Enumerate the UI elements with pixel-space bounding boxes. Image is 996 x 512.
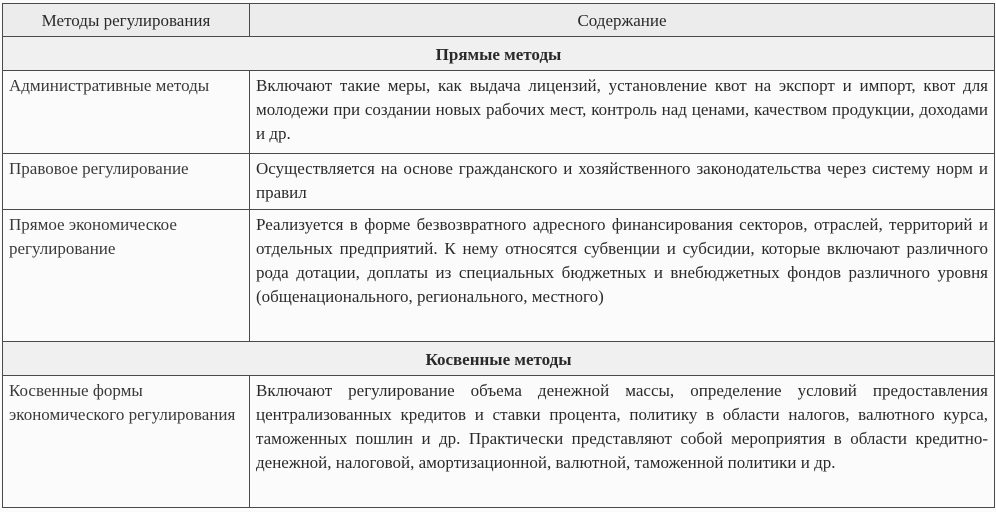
regulation-methods-table (2, 3, 995, 508)
section-row-indirect (3, 342, 995, 376)
section-row-direct (3, 37, 995, 71)
content-cell: Осуществляется на основе гражданского и хозяйственного законодательства через систему норм и правил (250, 154, 995, 210)
table-row (3, 376, 995, 508)
method-cell: Правовое регулирование (3, 154, 250, 210)
table-row (3, 210, 995, 342)
section-title-direct: Прямые методы (3, 37, 995, 71)
header-row (3, 4, 995, 37)
method-cell: Административные методы (3, 71, 250, 154)
section-title-indirect: Косвенные методы (3, 342, 995, 376)
method-cell: Косвенные формы экономического регулирования (3, 376, 250, 508)
content-cell: Включают регулирование объема денежной массы, определение условий предоставления централизованных кредитов и ставки процента, политику в области налогов, валютного курса, таможенных пошлин и др. Практически представляют собой мероприятия в области кредитно-денежной, налоговой, амортизационной, валютной, таможенной политики и др. (250, 376, 995, 508)
table-row (3, 154, 995, 210)
header-content: Содержание (250, 4, 995, 37)
content-cell: Включают такие меры, как выдача лицензий, установление квот на экспорт и импорт, квот для молодежи при создании новых рабочих мест, контроль над ценами, качеством продукции, доходами и др. (250, 71, 995, 154)
content-cell: Реализуется в форме безвозвратного адресного финансирования секторов, отраслей, территорий и отдельных предприятий. К нему относятся субвенции и субсидии, которые включают различного рода дотации, доплаты из специальных бюджетных и внебюджетных фондов различного уровня (общенационального, регионального, местного) (250, 210, 995, 342)
method-cell: Прямое экономическое регулирование (3, 210, 250, 342)
table-row (3, 71, 995, 154)
header-methods: Методы регулирования (3, 4, 250, 37)
